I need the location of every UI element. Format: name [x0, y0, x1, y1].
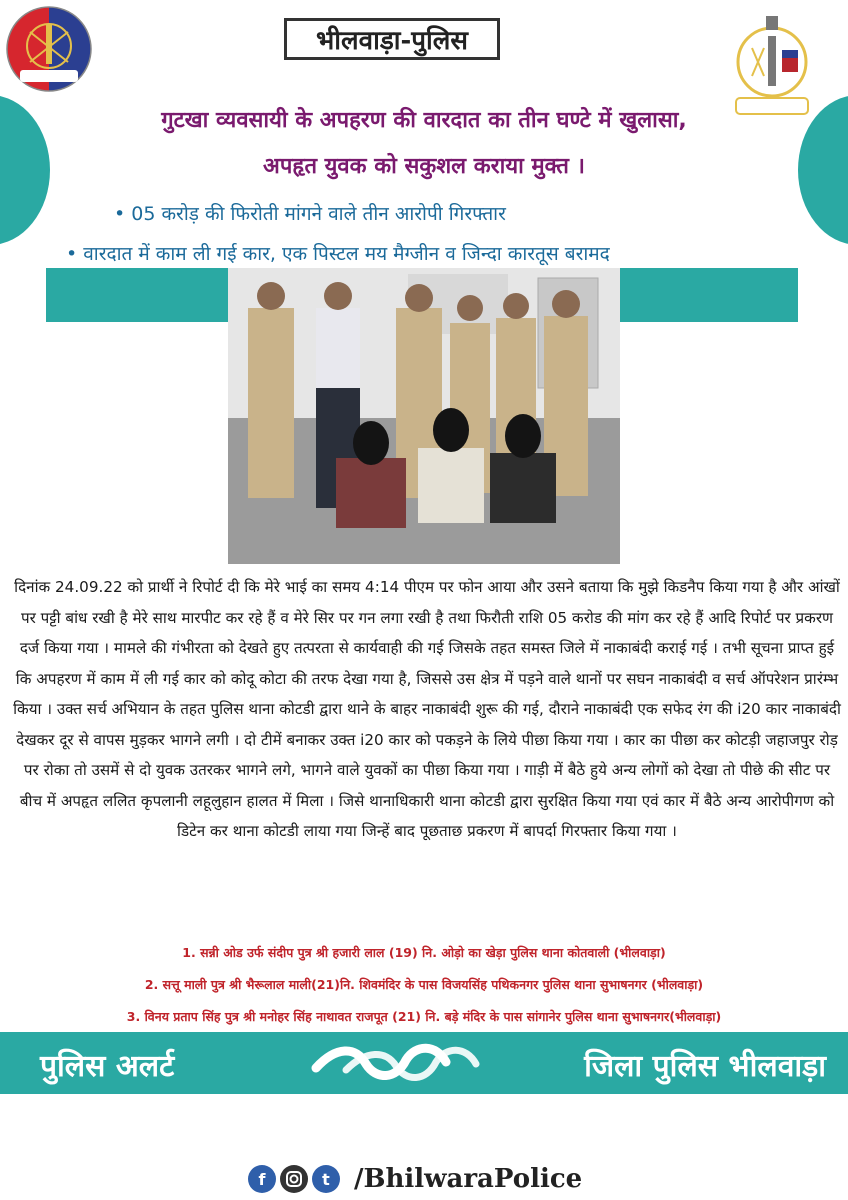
headline-line-1: गुटखा व्यवसायी के अपहरण की वारदात का तीन घण्टे में खुलासा, [161, 108, 687, 133]
instagram-icon[interactable] [280, 1165, 308, 1193]
wave-icon [306, 1040, 486, 1086]
accused-2: 2. सत्तू माली पुत्र श्री भैरूलाल माली(21)नि. शिवमंदिर के पास विजयसिंह पथिकनगर पुलिस थाना सुभाषनगर (भीलवाड़ा) [144, 977, 704, 992]
twitter-icon[interactable]: t [312, 1165, 340, 1193]
bullet-recovery: • वारदात में काम ली गई कार, एक पिस्टल मय मैग्जीन व जिन्दा कारतूस बरामद [66, 243, 610, 265]
arrest-photo [228, 268, 620, 564]
social-handles [248, 1164, 582, 1194]
accused-1: 1. सन्नी ओड उर्फ संदीप पुत्र श्री हजारी लाल (19) नि. ओड़ो का खेड़ा पुलिस थाना कोतवाली (भीलवाड़ा) [182, 945, 666, 960]
facebook-icon[interactable]: f [248, 1165, 276, 1193]
footer-police-alert: पुलिस अलर्ट [40, 1049, 175, 1084]
social-handle-text[interactable]: /BhilwaraPolice [354, 1164, 583, 1194]
footer-district-police: जिला पुलिस भीलवाड़ा [584, 1049, 826, 1084]
brand-title: भीलवाड़ा-पुलिस [284, 18, 500, 60]
bullet-ransom: • 05 करोड़ की फिरोती मांगने वाले तीन आरोपी गिरफ्तार [114, 203, 506, 225]
accused-3: 3. विनय प्रताप सिंह पुत्र श्री मनोहर सिंह नाथावत राजपूत (21) नि. बड़े मंदिर के पास सांगानेर पुलिस थाना सुभाषनगर(भीलवाड़ा) [126, 1009, 722, 1024]
decorative-teal-circle-left [0, 95, 50, 245]
rajasthan-police-logo [6, 6, 92, 92]
headline-line-2: अपहृत युवक को सकुशल कराया मुक्त । [263, 154, 585, 179]
report-body-text: दिनांक 24.09.22 को प्रार्थी ने रिपोर्ट दी कि मेरे भाई का समय 4:14 पीएम पर फोन आया और उसने बताया कि मुझे किडनैप किया गया है और आंखों पर पट्टी बांध रखी है मेरे साथ मारपीट कर रहे हैं व मेरे सिर पर गन लगा रखी है तथा फिरौती राशि 05 करोड की मांग कर रहे हैं आदि रिपोर्ट पर प्रकरण दर्ज किया गया । मामले की गंभीरता को देखते हुए तत्परता से कार्यवाही की गई जिसके तहत समस्त जिले में नाकाबंदी कराई गई । तभी सूचना प्राप्त हुई कि अपहरण में काम में ली गई कार को कोदू कोटा की तरफ देखा गया है, जिससे उस क्षेत्र में पड़ने वाले थानों पर सघन नाकाबंदी व सर्च ऑपरेशन प्रारंम्भ किया । उक्त सर्च अभियान के तहत पुलिस थाना कोटडी द्वारा थाने के बाहर नाकाबंदी शुरू की गई, दौराने नाकाबंदी एक सफेद रंग की i20 कार नाकाबंदी देखकर दूर से वापस मुड़कर भागने लगी । दो टीमें बनाकर उक्त i20 कार को पकड़ने के लिये पीछा किया गया । कार का पीछा कर कोटड़ी जहाजपुर रोड़ पर रोका तो उसमें से दो युवक उतरकर भागने लगे, भागने वाले युवकों का पीछा किया गया । गाड़ी में बैठे हुये अन्य लोगों को देखा तो पीछे की सीट पर बीच में अपहृत ललित कृपलानी लहूलुहान हालत में मिला । जिसे थानाधिकारी थाना कोटडी द्वारा सुरक्षित किया गया एवं कार में बैठे अन्य आरोपीगण को डिटेन कर थाना कोटडी लाया गया जिन्हें बाद पूछताछ प्रकरण में बापर्दा गिरफ्तार किया गया । [13, 578, 841, 840]
